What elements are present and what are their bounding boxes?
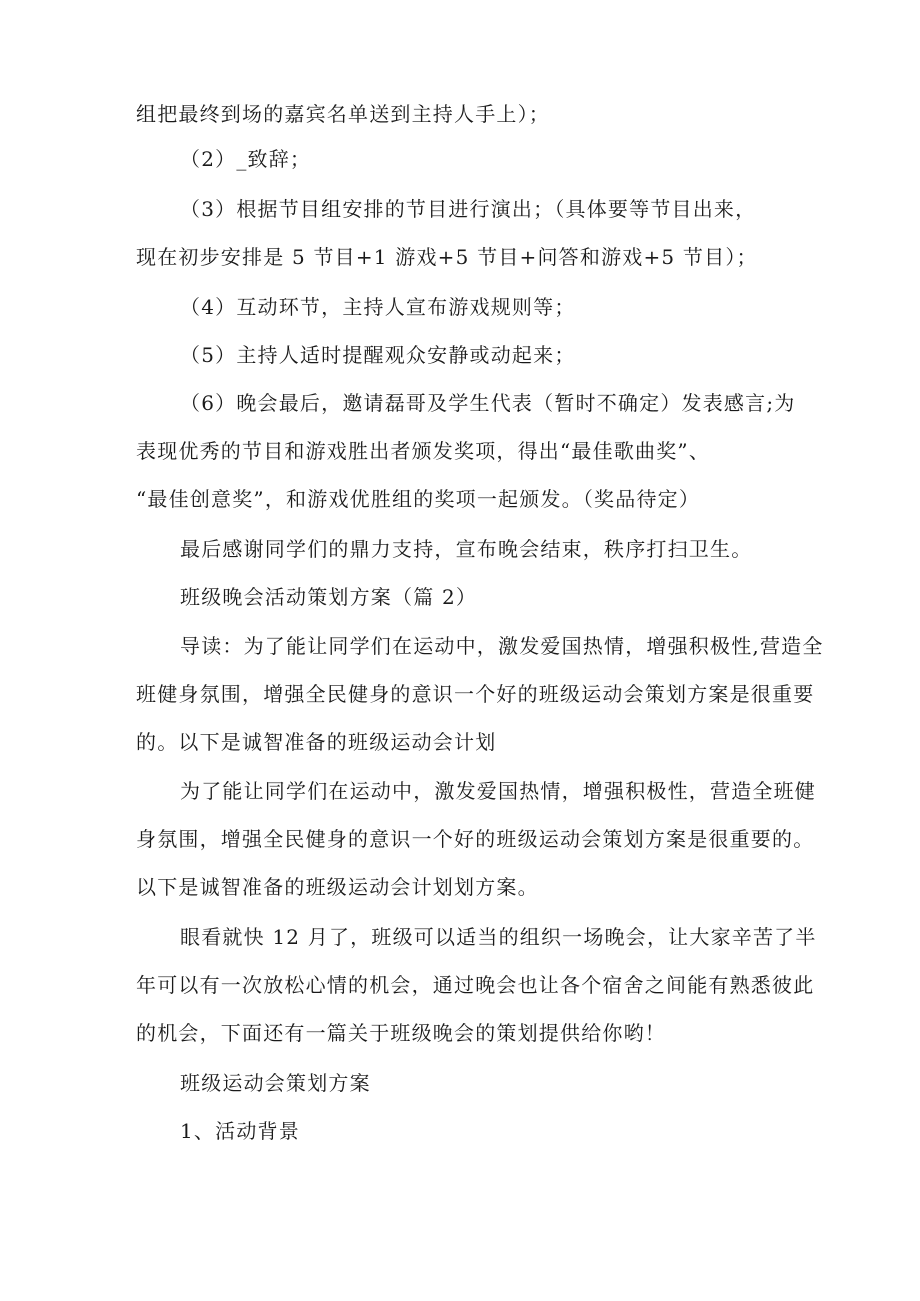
text-line: 组把最终到场的嘉宾名单送到主持人手上）； xyxy=(136,102,550,126)
text-line: （4）互动环节，主持人宣布游戏规则等； xyxy=(180,295,576,319)
text-line: 最后感谢同学们的鼎力支持，宣布晚会结束，秩序打扫卫生。 xyxy=(180,537,753,561)
text-line: （3）根据节目组安排的节目进行演出；（具体要等节目出来， xyxy=(180,197,757,221)
section-heading: 班级运动会策划方案 xyxy=(180,1071,371,1095)
text-line: 表现优秀的节目和游戏胜出者颁发奖项，得出“最佳歌曲奖”、 xyxy=(136,439,711,463)
text-line: 身氛围，增强全民健身的意识一个好的班级运动会策划方案是很重要的。 xyxy=(136,827,815,851)
text-line: 为了能让同学们在运动中，激发爱国热情，增强积极性，营造全班健 xyxy=(180,779,816,803)
text-line: 班健身氛围，增强全民健身的意识一个好的班级运动会策划方案是很重要 xyxy=(136,682,815,706)
text-line: 年可以有一次放松心情的机会，通过晚会也让各个宿舍之间能有熟悉彼此 xyxy=(136,973,815,997)
text-line: 的机会，下面还有一篇关于班级晚会的策划提供给你哟！ xyxy=(136,1021,666,1045)
text-line: 以下是诚智准备的班级运动会计划划方案。 xyxy=(136,875,539,899)
text-line: “最佳创意奖”，和游戏优胜组的奖项一起颁发。（奖品待定） xyxy=(136,487,701,511)
text-line: （5）主持人适时提醒观众安静或动起来； xyxy=(180,343,576,367)
section-heading: 班级晚会活动策划方案（篇 2） xyxy=(180,585,478,609)
section-heading: 1、活动背景 xyxy=(180,1119,300,1143)
text-line: 的。以下是诚智准备的班级运动会计划 xyxy=(136,730,497,754)
text-line: 导读：为了能让同学们在运动中，激发爱国热情，增强积极性,营造全 xyxy=(180,634,824,658)
text-line: （6）晚会最后，邀请磊哥及学生代表（暂时不确定）发表感言;为 xyxy=(180,391,796,415)
text-line: 眼看就快 12 月了，班级可以适当的组织一场晚会，让大家辛苦了半 xyxy=(180,925,817,949)
text-line: （2）_致辞； xyxy=(180,147,312,171)
text-line: 现在初步安排是 5 节目+1 游戏+5 节目+问答和游戏+5 节目）； xyxy=(136,245,758,269)
